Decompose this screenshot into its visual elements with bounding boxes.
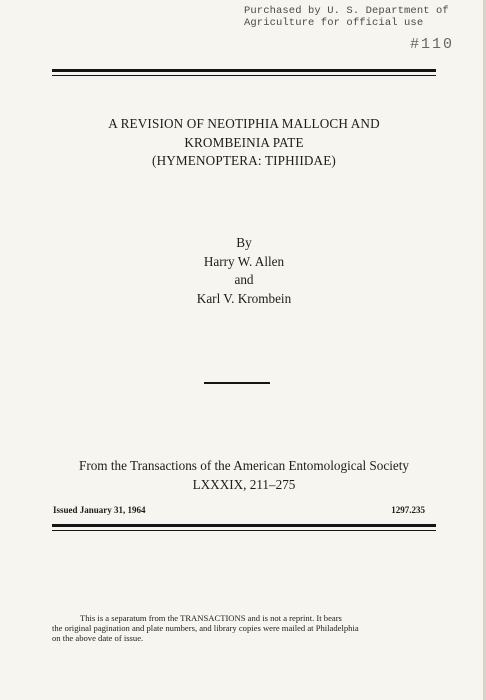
purchase-stamp bbox=[244, 5, 480, 29]
top-double-rule bbox=[52, 69, 436, 76]
author-name-2: Karl V. Krombein bbox=[196, 290, 292, 306]
center-divider bbox=[204, 382, 270, 384]
bottom-double-rule bbox=[52, 524, 436, 531]
top-rule-thin bbox=[52, 75, 436, 76]
title-line-1: A REVISION OF NEOTIPHIA MALLOCH AND bbox=[108, 116, 380, 131]
source-line-1: From the Transactions of the American Entomological Society bbox=[78, 458, 409, 473]
author-name-1: Harry W. Allen bbox=[203, 253, 285, 269]
and-label: and bbox=[234, 272, 254, 287]
bottom-rule-thin bbox=[52, 530, 436, 531]
note-line-2: the original pagination and plate numbers, and library copies were mailed at Philadelphia bbox=[52, 623, 359, 633]
handwritten-number: #110 bbox=[410, 36, 455, 53]
stamp-line-2: Agriculture for official use bbox=[244, 17, 424, 29]
title-line-2: KROMBEINIA PATE bbox=[184, 134, 304, 150]
document-title bbox=[40, 115, 448, 171]
author-block bbox=[120, 234, 368, 308]
title-line-3: (HYMENOPTERA: TIPHIIDAE) bbox=[152, 153, 336, 168]
note-line-1: This is a separatum from the TRANSACTIONS and is not a reprint. It bears bbox=[80, 613, 342, 623]
catalog-number: 1297.235 bbox=[391, 505, 425, 515]
stamp-line-1: Purchased by U. S. Department of bbox=[244, 5, 449, 17]
note-line-3: on the above date of issue. bbox=[52, 633, 144, 643]
source-citation bbox=[40, 457, 448, 494]
issue-date: Issued January 31, 1964 bbox=[53, 505, 146, 515]
by-label: By bbox=[236, 235, 252, 250]
separatum-note bbox=[52, 613, 436, 643]
source-line-2: LXXXIX, 211–275 bbox=[192, 476, 296, 492]
